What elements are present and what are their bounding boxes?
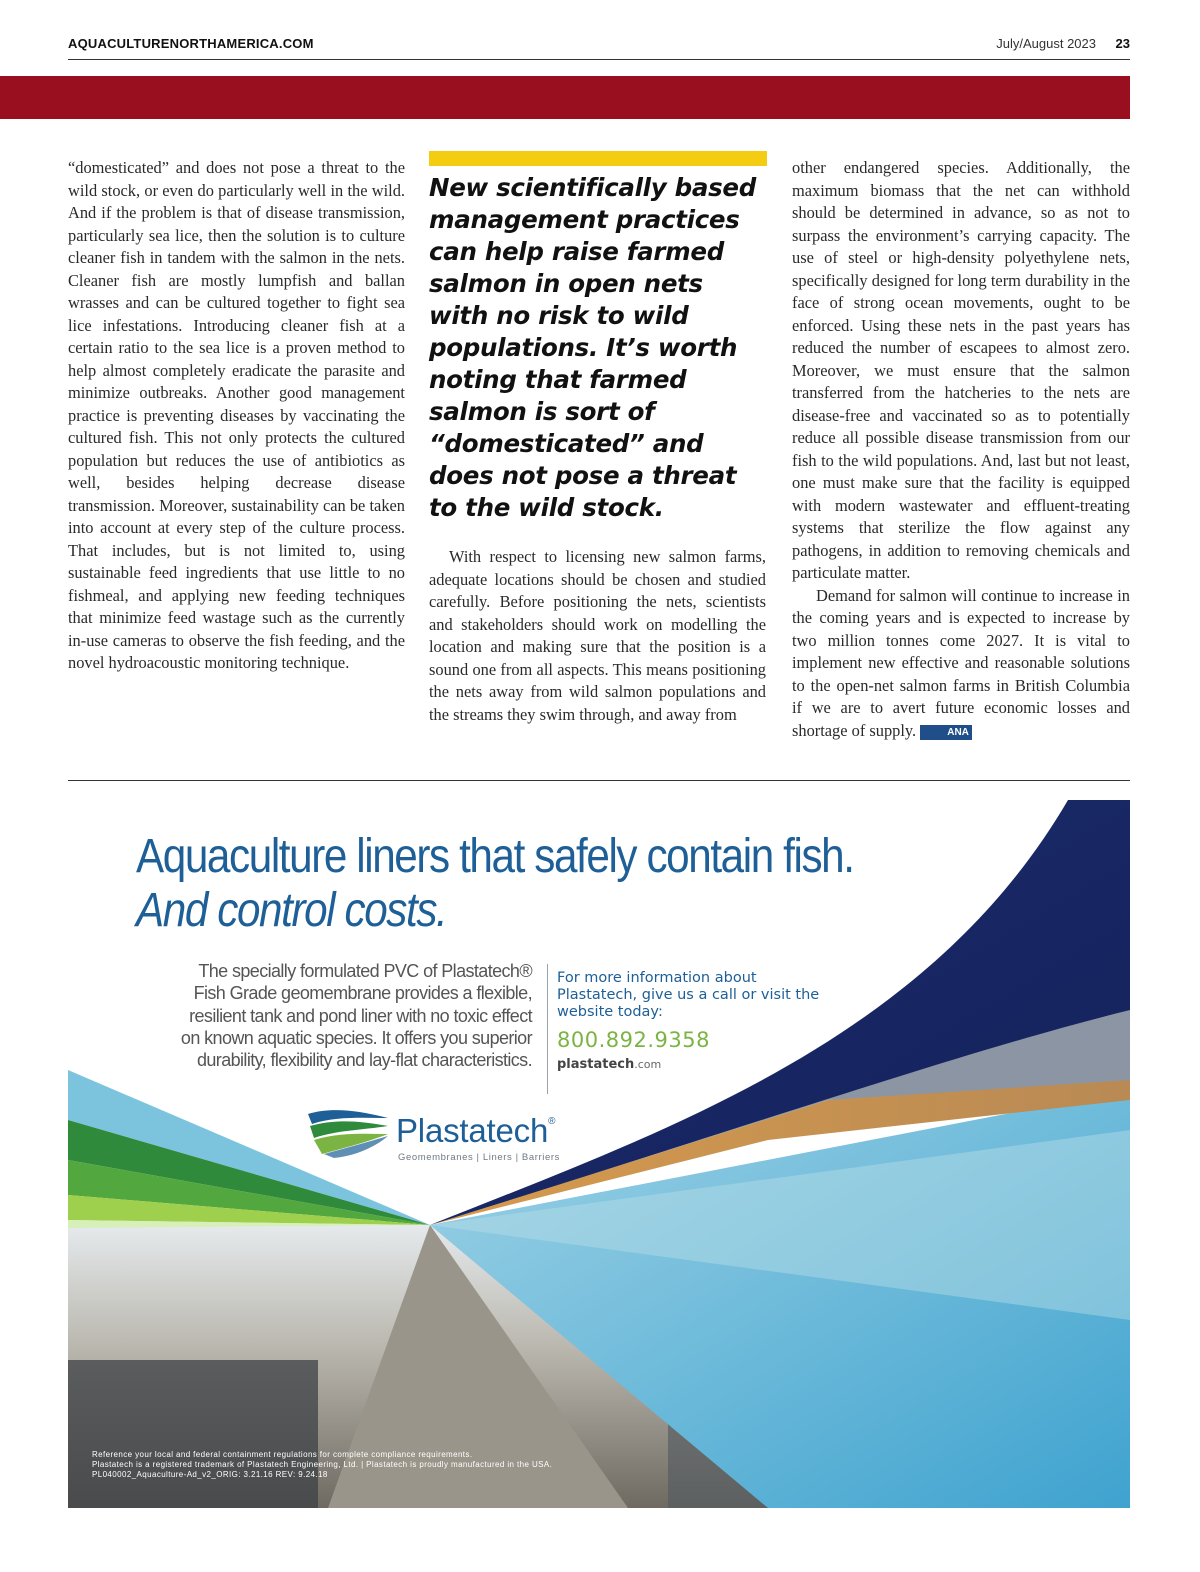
article-paragraph: other endangered species. Additionally, the maximum biomass that the net can withhold should be determined in advance, so as not to surpass the environment’s carrying capacity. The use of steel or high-density polyethylene nets, specifically designed for long term durability in the face of strong ocean movements, ought to be enforced. Using these nets in the past years has reduced the number of escapees to almost zero. Moreover, we must ensure that the salmon transferred from the hatcheries to the nets are disease-free and vaccinated so as to potentially reduce all possible disease transmission from our fish to the wild populations. And, last but not least, one must make sure that the facility is equipped with modern wastewater and effluent-treating systems that sterilize the flow against any pathogens, in addition to removing chemicals and particulate matter. [792,158,1130,582]
article-paragraph-final [792,585,1130,743]
ad-headline [136,830,854,938]
ad-contact-text: For more information about Plastatech, give us a call or visit the website today: [557,970,820,1020]
plastatech-swoosh-icon [304,1108,392,1158]
ad-website-link[interactable] [557,1057,661,1072]
logo-brand-name: Plastatech [396,1112,549,1149]
pull-quote: New scientifically based management practices can help raise farmed salmon in open nets with no risk to wild populations. It’s worth noting that farmed salmon is sort of “domesticated” and does not pose a threat to the wild stock. [429,173,756,522]
ad-photo-tank-left [68,1360,318,1508]
article-paragraph: “domesticated” and does not pose a threat to the wild stock, or even do particularly well in the wild. And if the problem is that of disease transmission, particularly sea lice, then the solution is to culture cleaner fish in tandem with the salmon in the nets. Cleaner fish are mostly lumpfish and ballan wrasses and can be cultured together to fight sea lice infestations. Introducing cleaner fish at a certain ratio to the sea lice is a proven method to help almost completely eradicate the parasite and minimize outbreaks. Another good management practice is preventing diseases by vaccinating the cultured fish. This not only protects the cultured population but reduces the use of antibiotics as well, besides helping decrease disease transmission. Moreover, sustainability can be taken into account at every step of the culture process. That includes, but is not limited to, using sustainable feed ingredients that use little to no fishmeal, and applying new feeding techniques that minimize feed wastage such as the currently in-use cameras to observe the fish feeding, and the novel hydroacoustic monitoring technique. [68,158,405,672]
advertisement[interactable] [68,800,1130,1508]
ad-headline-line-2: And control costs. [136,884,447,937]
article-column-3 [792,157,1130,742]
section-banner [0,76,1130,119]
logo-brand [396,1112,555,1150]
page-number: 23 [1115,36,1130,51]
fine-print-line: Plastatech is a registered trademark of Plastatech Engineering, Ltd. | Plastatech is proudly manufactured in the USA. [92,1460,553,1469]
issue-date: July/August 2023 [996,36,1096,51]
ad-headline-line-1: Aquaculture liners that safely contain fish. [136,830,854,883]
pull-quote-bar [429,151,767,166]
site-name[interactable]: AQUACULTURENORTHAMERICA.COM [68,36,314,51]
ad-description: The specially formulated PVC of Plastatech® Fish Grade geomembrane provides a flexible, resilient tank and pond liner with no toxic effect on known aquatic species. It offers you superior durability, flexibility and lay-flat characteristics. [180,961,532,1071]
ad-website-tld: .com [634,1058,662,1071]
page-header [68,36,1130,60]
section-divider [68,780,1130,781]
ad-fine-print [92,1450,552,1480]
plastatech-logo [304,1108,594,1168]
fine-print-line: PL040002_Aquaculture-Ad_v2_ORIG: 3.21.16 REV: 9.24.18 [92,1470,328,1479]
ad-separator [547,964,548,1094]
logo-tagline: Geomembranes | Liners | Barriers [398,1152,560,1163]
fine-print-line: Reference your local and federal containment regulations for complete compliance requirements. [92,1450,473,1459]
ad-phone-number[interactable]: 800.892.9358 [557,1028,710,1052]
article-column-2 [429,151,766,726]
final-paragraph-text: Demand for salmon will continue to increase in the coming years and is expected to increase by two million tonnes come 2027. It is vital to implement new effective and reasonable solutions to the open-net salmon farms in British Columbia if we are to avert future economic losses and shortage of supply. [792,585,1130,740]
ad-website-domain: plastatech [557,1057,635,1072]
end-mark-icon: ANA [920,725,972,740]
article-paragraph: With respect to licensing new salmon farms, adequate locations should be chosen and studied carefully. Before positioning the nets, scientists and stakeholders should work on modelling the location and making sure that the position is a sound one from all aspects. This means positioning the nets away from wild salmon populations and the streams they swim through, and away from [429,547,766,724]
article-column-1 [68,157,405,675]
logo-registered-mark: ® [548,1116,556,1127]
